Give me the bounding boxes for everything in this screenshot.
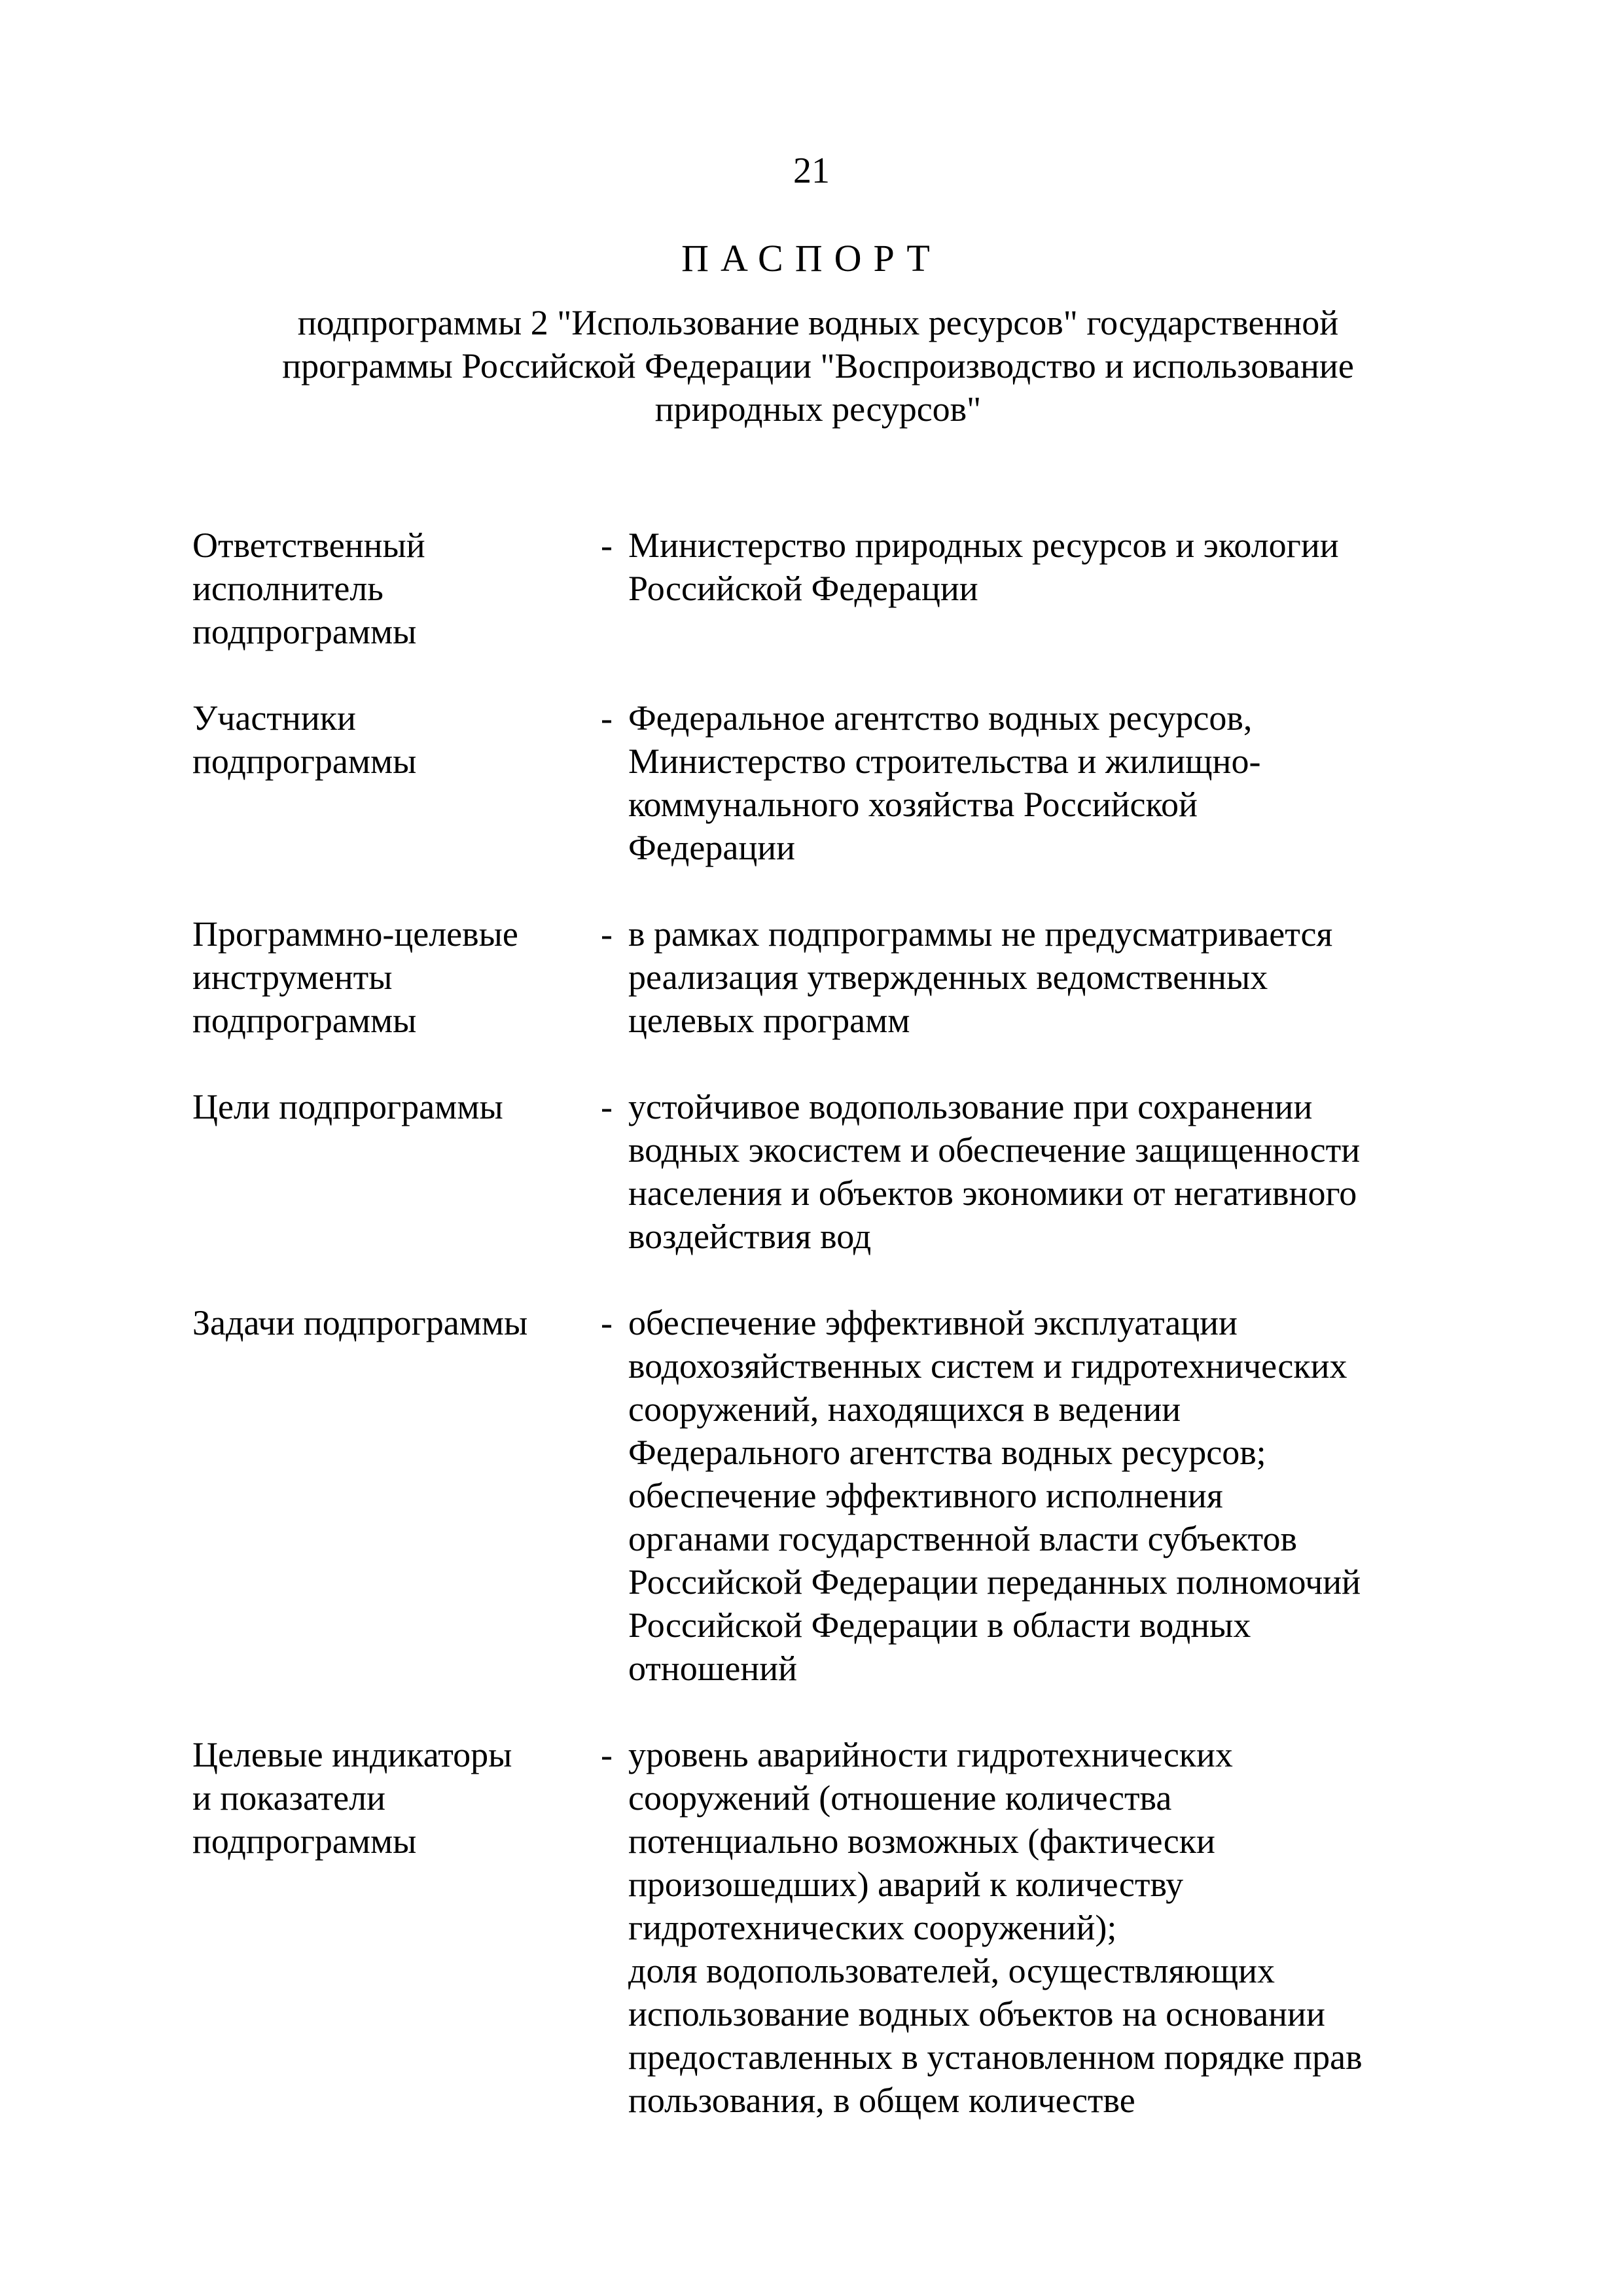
row-separator: -: [601, 914, 613, 954]
row-label: Программно-целевые инструменты подпрограммы: [192, 914, 518, 1040]
document-subtitle: [196, 301, 1440, 431]
row-label: Участники подпрограммы: [192, 698, 417, 781]
subtitle-line: программы Российской Федерации "Воспроизводство и использование: [282, 346, 1354, 386]
passport-row-goals: [192, 1085, 1469, 1258]
row-value: Федеральное агентство водных ресурсов, Министерство строительства и жилищно- коммунального хозяйства Российской Федерации: [628, 698, 1261, 867]
row-separator: -: [601, 698, 613, 738]
row-label: Целевые индикаторы и показатели подпрограммы: [192, 1735, 512, 1861]
row-separator: -: [601, 526, 613, 565]
row-separator: -: [601, 1303, 613, 1342]
row-label: Задачи подпрограммы: [192, 1303, 528, 1342]
passport-row-tasks: [192, 1301, 1469, 1690]
passport-row-target-indicators: [192, 1733, 1469, 2122]
row-value: в рамках подпрограммы не предусматривается реализация утвержденных ведомственных целевых программ: [628, 914, 1333, 1040]
passport-row-participants: [192, 696, 1469, 869]
passport-row-program-instruments: [192, 912, 1469, 1042]
document-title: ПАСПОРТ: [681, 237, 942, 279]
row-separator: -: [601, 1087, 613, 1126]
row-label: Ответственный исполнитель подпрограммы: [192, 526, 425, 651]
subtitle-line: подпрограммы 2 "Использование водных ресурсов" государственной: [297, 303, 1339, 342]
row-value: Министерство природных ресурсов и экологии Российской Федерации: [628, 526, 1339, 608]
row-value: устойчивое водопользование при сохранении водных экосистем и обеспечение защищенности населения и объектов экономики от негативного воздействия вод: [628, 1087, 1361, 1256]
row-value: обеспечение эффективной эксплуатации водохозяйственных систем и гидротехнических сооружений, находящихся в ведении Федерального агентства водных ресурсов; обеспечение эффективного исполнения органами государственной власти субъектов Российской Федерации переданных полномочий Российской Федерации в области водных отношений: [628, 1303, 1361, 1688]
passport-table: [192, 524, 1469, 2165]
subtitle-line: природных ресурсов": [654, 389, 982, 429]
page-number: 21: [793, 151, 830, 191]
row-value: уровень аварийности гидротехнических сооружений (отношение количества потенциально возможных (фактически произошедших) аварий к количеству гидротехнических сооружений); доля водопользователей, осуществляющих использование водных объектов на основании предоставленных в установленном порядке прав пользования, в общем количестве: [628, 1735, 1363, 2120]
passport-row-responsible-executor: [192, 524, 1469, 653]
row-separator: -: [601, 1735, 613, 1774]
row-label: Цели подпрограммы: [192, 1087, 503, 1126]
